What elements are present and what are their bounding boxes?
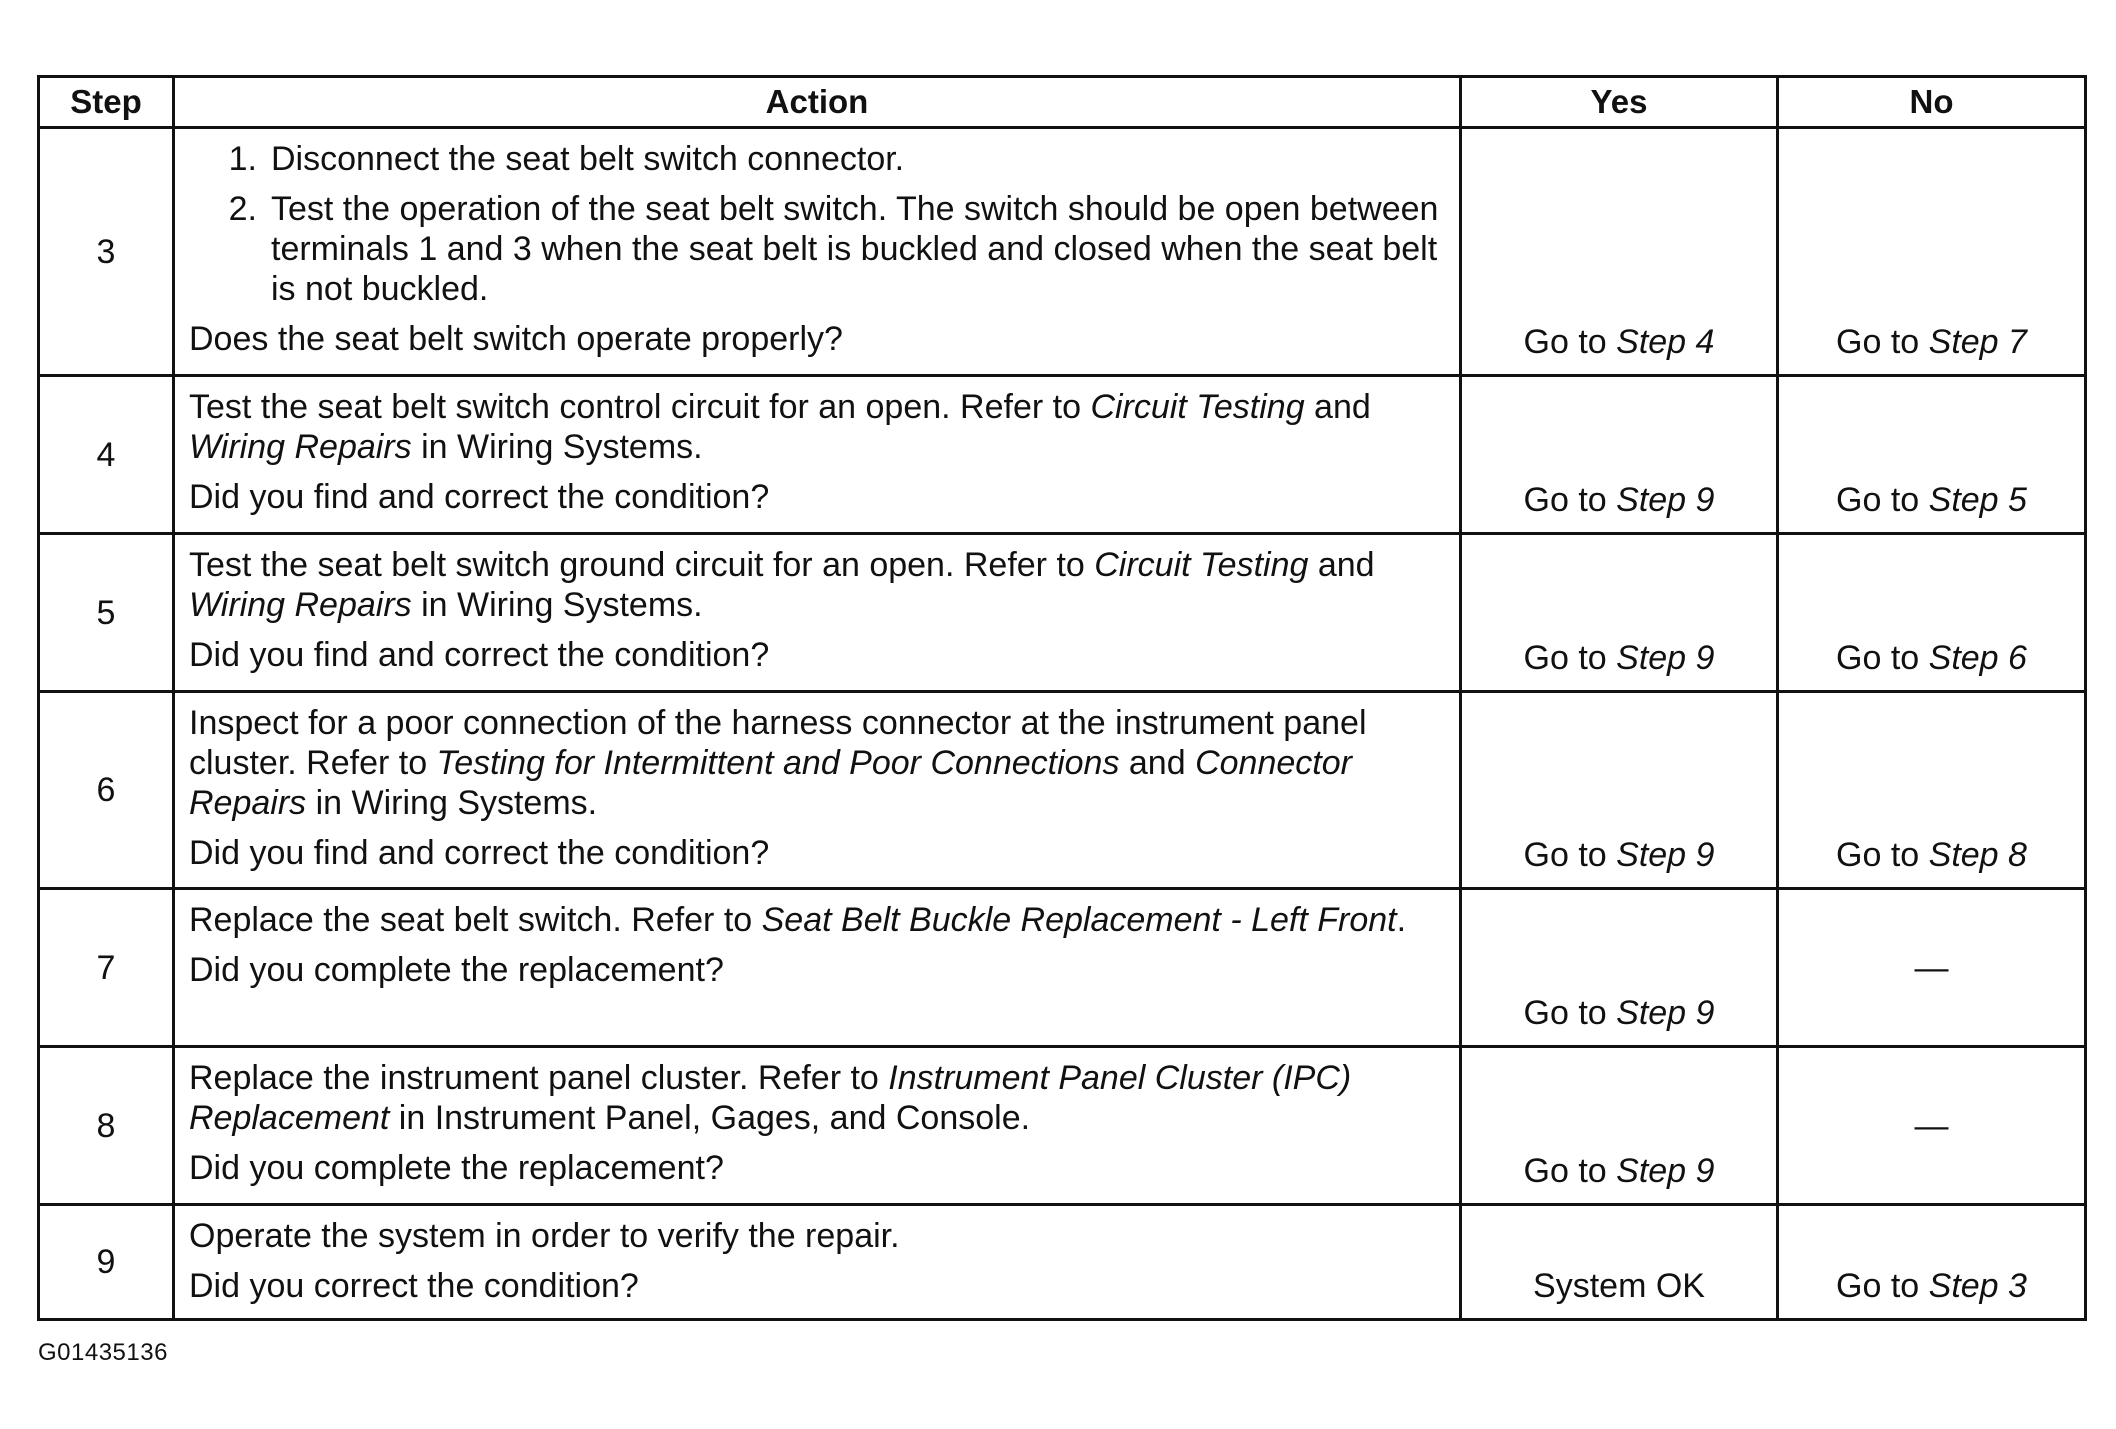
question-text: Did you find and correct the condition? <box>189 478 770 516</box>
list-text: Test the operation of the seat belt switch. The switch should be open between terminals 1 and 3 when the seat belt is buckled and closed when the seat belt is not buckled. <box>271 190 1439 308</box>
header-action: Action <box>174 77 1461 128</box>
action-text-run: and <box>1119 744 1196 782</box>
action-cell <box>174 1205 1461 1320</box>
no-prefix: Go to <box>1836 639 1929 677</box>
action-text-run: in Instrument Panel, Gages, and Console. <box>389 1099 1031 1137</box>
yes-step-ref: Step 9 <box>1616 481 1715 519</box>
no-prefix: Go to <box>1836 836 1929 874</box>
table-row <box>39 692 2086 889</box>
action-text-run: and <box>1304 388 1371 426</box>
action-cell <box>174 889 1461 1047</box>
list-number: 2. <box>228 190 257 228</box>
step-number: 3 <box>39 128 174 376</box>
step-number: 9 <box>39 1205 174 1320</box>
diagnostic-table <box>37 75 2087 1321</box>
table-row <box>39 1047 2086 1205</box>
no-cell <box>1778 1205 2086 1320</box>
action-reference: Connector Repairs <box>189 744 1352 822</box>
yes-prefix: Go to <box>1523 994 1617 1032</box>
step-number: 4 <box>39 376 174 534</box>
no-dash: — <box>1914 948 1949 987</box>
yes-step-ref: Step 9 <box>1616 994 1715 1032</box>
table-row <box>39 1205 2086 1320</box>
action-text <box>189 1058 1445 1138</box>
no-cell <box>1778 534 2086 692</box>
yes-cell <box>1461 1047 1778 1205</box>
yes-cell <box>1461 376 1778 534</box>
action-text-run: in Wiring Systems. <box>411 586 703 624</box>
header-row <box>39 77 2086 128</box>
no-prefix: Go to <box>1836 1267 1929 1305</box>
question-text: Does the seat belt switch operate properly? <box>189 320 843 358</box>
yes-step-ref: Step 9 <box>1616 1152 1715 1190</box>
no-cell <box>1778 1047 2086 1205</box>
yes-step-ref: Step 4 <box>1616 323 1715 361</box>
question-text: Did you correct the condition? <box>189 1267 639 1305</box>
yes-cell <box>1461 534 1778 692</box>
action-reference: Seat Belt Buckle Replacement - Left Front <box>761 901 1397 939</box>
yes-step-ref: Step 9 <box>1616 639 1715 677</box>
action-text-run: in Wiring Systems. <box>306 784 598 822</box>
action-cell <box>174 376 1461 534</box>
action-text-run: Test the seat belt switch control circuit for an open. Refer to <box>189 388 1091 426</box>
action-text-run: and <box>1308 546 1375 584</box>
list-text: Disconnect the seat belt switch connector. <box>271 140 905 178</box>
figure-id-label: G01435136 <box>38 1339 168 1366</box>
action-text-run: . <box>1396 901 1407 939</box>
no-step-ref: Step 5 <box>1928 481 2027 519</box>
step-number: 5 <box>39 534 174 692</box>
no-dash: — <box>1914 1106 1949 1145</box>
action-reference: Wiring Repairs <box>189 428 412 466</box>
action-text-run: Test the seat belt switch ground circuit for an open. Refer to <box>189 546 1095 584</box>
action-text <box>189 545 1445 625</box>
action-reference: Wiring Repairs <box>189 586 412 624</box>
no-cell <box>1778 376 2086 534</box>
question-text: Did you find and correct the condition? <box>189 636 770 674</box>
step-number: 7 <box>39 889 174 1047</box>
action-reference: Circuit Testing <box>1090 388 1305 426</box>
yes-prefix: Go to <box>1523 639 1617 677</box>
no-prefix: Go to <box>1836 481 1929 519</box>
action-reference: Instrument Panel Cluster (IPC) Replacement <box>189 1059 1352 1137</box>
table-row <box>39 534 2086 692</box>
header-no: No <box>1778 77 2086 128</box>
yes-prefix: Go to <box>1523 481 1617 519</box>
yes-prefix: Go to <box>1523 1152 1617 1190</box>
question-text: Did you find and correct the condition? <box>189 834 770 872</box>
list-item <box>189 139 1445 179</box>
question-text: Did you complete the replacement? <box>189 1149 724 1187</box>
yes-cell <box>1461 692 1778 889</box>
list-item <box>189 189 1445 309</box>
action-text <box>189 387 1445 467</box>
no-cell <box>1778 889 2086 1047</box>
yes-prefix: Go to <box>1523 323 1617 361</box>
step-number: 6 <box>39 692 174 889</box>
action-cell <box>174 128 1461 376</box>
table-row <box>39 128 2086 376</box>
action-text <box>189 900 1445 940</box>
action-cell <box>174 534 1461 692</box>
action-text-run: Replace the seat belt switch. Refer to <box>189 901 762 939</box>
no-prefix: Go to <box>1836 323 1929 361</box>
table-row <box>39 889 2086 1047</box>
yes-result: System OK <box>1533 1267 1705 1305</box>
action-text-run: Inspect for a poor connection of the harness connector at the instrument panel cluster. Refer to <box>189 704 1367 782</box>
yes-cell <box>1461 1205 1778 1320</box>
no-step-ref: Step 7 <box>1928 323 2027 361</box>
list-number: 1. <box>228 140 257 178</box>
header-yes: Yes <box>1461 77 1778 128</box>
action-list <box>189 139 1445 309</box>
no-step-ref: Step 3 <box>1928 1267 2027 1305</box>
action-text-run: Replace the instrument panel cluster. Refer to <box>189 1059 889 1097</box>
yes-step-ref: Step 9 <box>1616 836 1715 874</box>
action-cell <box>174 692 1461 889</box>
action-text <box>189 703 1445 823</box>
yes-cell <box>1461 128 1778 376</box>
yes-cell <box>1461 889 1778 1047</box>
no-cell <box>1778 692 2086 889</box>
action-text-run: in Wiring Systems. <box>411 428 703 466</box>
action-reference: Circuit Testing <box>1094 546 1309 584</box>
action-text: Operate the system in order to verify the repair. <box>189 1217 900 1255</box>
step-number: 8 <box>39 1047 174 1205</box>
action-reference: Testing for Intermittent and Poor Connections <box>436 744 1120 782</box>
yes-prefix: Go to <box>1523 836 1617 874</box>
no-step-ref: Step 6 <box>1928 639 2027 677</box>
no-step-ref: Step 8 <box>1928 836 2027 874</box>
table-row <box>39 376 2086 534</box>
action-cell <box>174 1047 1461 1205</box>
no-cell <box>1778 128 2086 376</box>
question-text: Did you complete the replacement? <box>189 951 724 989</box>
header-step: Step <box>39 77 174 128</box>
